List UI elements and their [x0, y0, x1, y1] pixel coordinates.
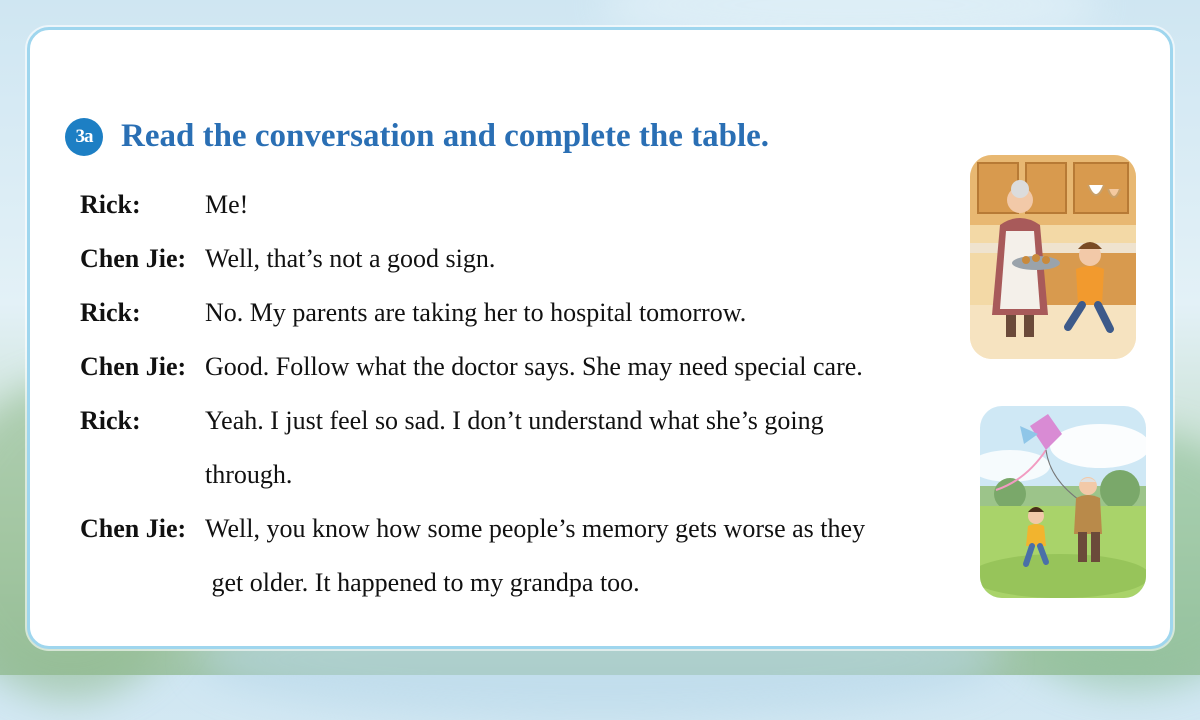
dialog-line: No. My parents are taking her to hospital tomorrow. [205, 298, 747, 327]
speaker-label: Rick: [80, 406, 141, 435]
dialog-line: Well, that’s not a good sign. [205, 244, 496, 273]
speaker-label: Rick: [80, 298, 141, 327]
speaker-label: Chen Jie: [80, 244, 187, 273]
dialog-line-continued: through. [205, 460, 293, 489]
speaker-label: Chen Jie: [80, 352, 187, 381]
speaker-label: Chen Jie: [80, 514, 187, 543]
speaker-label: Rick: [80, 190, 141, 219]
dialog-line-continued: get older. It happened to my grandpa too. [205, 568, 640, 597]
section-badge: 3a [65, 118, 103, 156]
dialog-line: Good. Follow what the doctor says. She may need special care. [205, 352, 863, 381]
page-title: Read the conversation and complete the table. [121, 118, 770, 154]
dialog-line: Me! [205, 190, 249, 219]
kitchen-illustration [970, 155, 1136, 359]
dialog-line: Well, you know how some people’s memory gets worse as they [205, 514, 866, 543]
kite-illustration [980, 406, 1146, 598]
dialog-line: Yeah. I just feel so sad. I don’t understand what she’s going [205, 406, 824, 435]
